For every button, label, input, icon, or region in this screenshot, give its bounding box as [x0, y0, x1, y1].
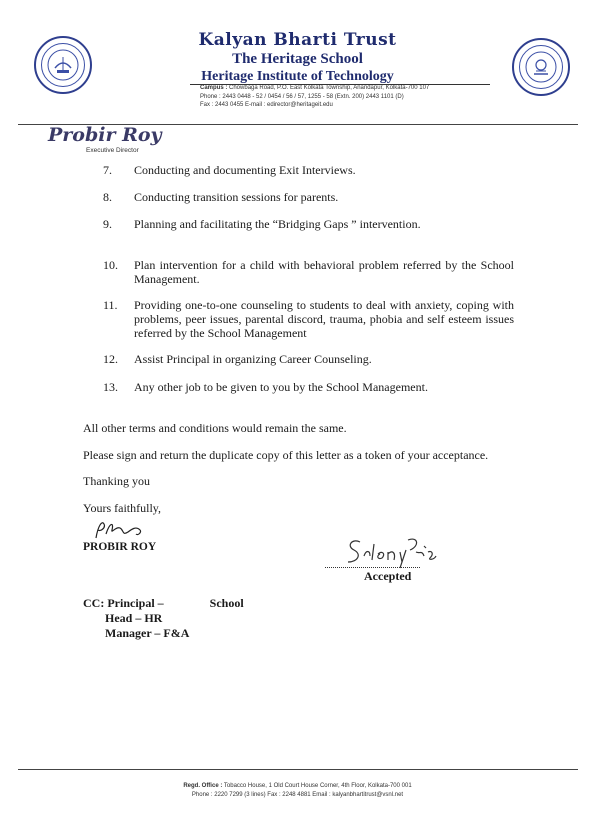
item-text: Conducting and documenting Exit Interviews.	[134, 163, 356, 177]
item-number: 11.	[103, 298, 118, 312]
item-text: Conducting transition sessions for parents.	[134, 190, 339, 204]
signature-line	[325, 567, 420, 568]
cc-line-principal: CC: Principal – School	[83, 596, 244, 610]
acceptance-signature-image	[338, 532, 448, 572]
footer-divider	[18, 769, 578, 770]
terms-paragraph: All other terms and conditions would remain the same.	[83, 421, 347, 435]
regd-office-line: Regd. Office : Tobacco House, 1 Old Court House Corner, 4th Floor, Kolkata-700 001	[183, 783, 412, 789]
campus-line: Campus : Chowbaga Road, P.O. East Kolkata Township, Anandapur, Kolkata-700 107	[200, 85, 430, 91]
contact-block	[200, 84, 490, 110]
item-text: Planning and facilitating the “Bridging Gaps ” intervention.	[134, 217, 421, 231]
institute-name: Heritage Institute of Technology	[201, 69, 394, 84]
signature-image	[92, 516, 152, 542]
executive-title: Executive Director	[86, 147, 139, 154]
item-text: Any other job to be given to you by the School Management.	[134, 380, 428, 394]
accepted-label: Accepted	[364, 569, 412, 583]
closing-salutation: Yours faithfully,	[83, 501, 162, 515]
cc-line-finance: Manager – F&A	[105, 626, 190, 640]
item-number: 8.	[103, 190, 112, 204]
item-text: Providing one-to-one counseling to students to deal with anxiety, coping with problems, peer issues, parental discord, trauma, phobia and self esteem issues referred by the School Management	[134, 298, 514, 340]
item-text: Assist Principal in organizing Career Counseling.	[134, 352, 372, 366]
sign-request-paragraph: Please sign and return the duplicate copy of this letter as a token of your acceptance.	[83, 448, 489, 462]
item-number: 9.	[103, 217, 112, 231]
cc-line-hr: Head – HR	[105, 611, 163, 625]
school-name: The Heritage School	[232, 51, 363, 67]
item-text: Plan intervention for a child with behavioral problem referred by the School Management.	[134, 258, 514, 286]
thanking-line: Thanking you	[83, 474, 150, 488]
item-number: 7.	[103, 163, 112, 177]
item-number: 10.	[103, 258, 118, 272]
item-number: 13.	[103, 380, 118, 394]
item-number: 12.	[103, 352, 118, 366]
footer	[0, 782, 595, 799]
phone-line: Phone : 2443 0448 - 52 / 0454 / 56 / 57, 1255 - 58 (Extn. 200) 2443 1101 (D)	[200, 93, 404, 100]
executive-name: Probir Roy	[48, 124, 162, 146]
trust-name: Kalyan Bharti Trust	[198, 30, 397, 50]
footer-contact-line: Phone : 2220 7299 (3 lines) Fax : 2248 4881 Email : kalyanbhartitrust@vsnl.net	[191, 791, 404, 798]
letterhead	[0, 30, 595, 85]
fax-email-line: Fax : 2443 0455 E-mail : edirector@heritageit.edu	[200, 102, 333, 108]
signer-name: PROBIR ROY	[83, 541, 157, 553]
